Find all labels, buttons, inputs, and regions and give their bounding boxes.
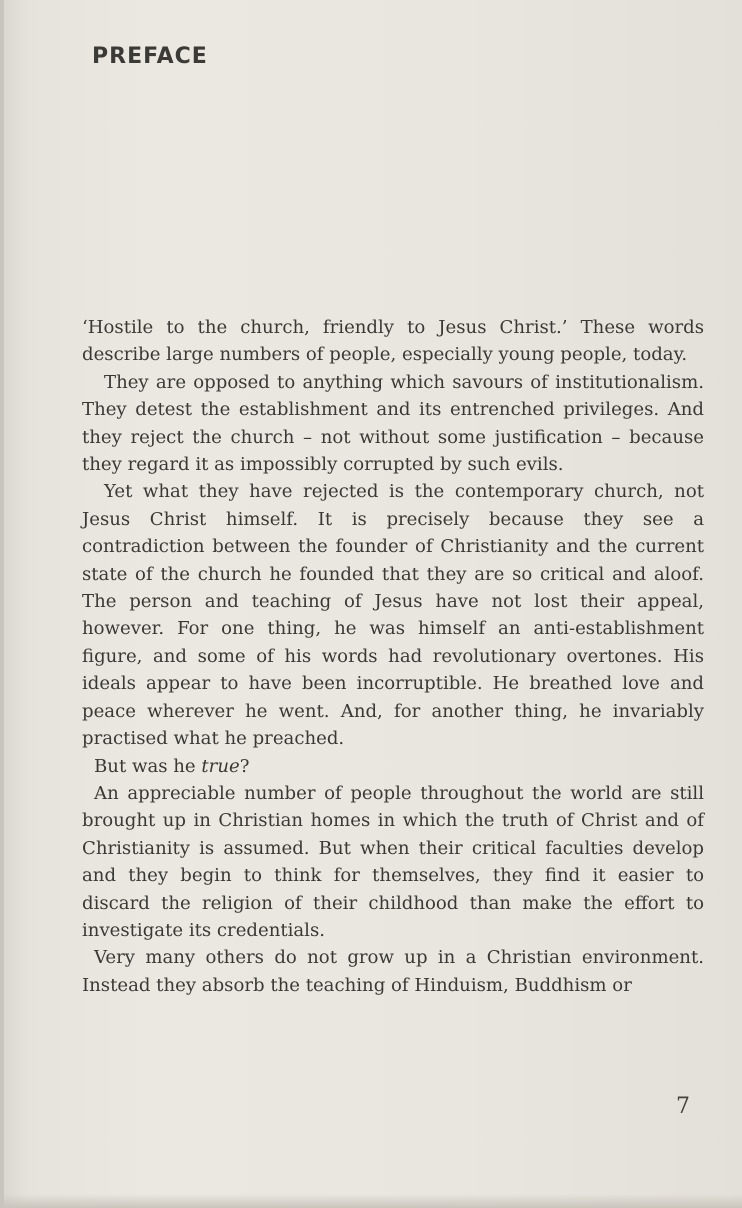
question-emphasis: true xyxy=(201,755,240,777)
page-binding-edge xyxy=(0,0,4,1208)
question-text: But was he xyxy=(94,755,202,777)
paragraph-5: Very many others do not grow up in a Christian environment. Instead they absorb the teaching of Hinduism, Buddhism or xyxy=(82,947,704,996)
paragraph-1: ‘Hostile to the church, friendly to Jesus Christ.’ These words describe large numbers of people, especially young people, today. xyxy=(82,317,704,366)
paragraph-2: They are opposed to anything which savours of institutionalism. They detest the establishment and its entrenched privileges. And they reject the church – not without some justification – because they regard it as impossibly corrupted by such evils. xyxy=(82,371,704,476)
body-text xyxy=(82,314,704,999)
page-bottom-shadow xyxy=(0,1194,742,1208)
page-heading: PREFACE xyxy=(92,44,208,69)
question-mark: ? xyxy=(239,755,250,777)
paragraph-3: Yet what they have rejected is the contemporary church, not Jesus Christ himself. It is precisely because they see a contradiction between the founder of Christianity and the current state of the church he founded that they are so critical and aloof. The person and teaching of Jesus have not lost their appeal, however. For one thing, he was himself an anti-establishment figure, and some of his words had revolutionary overtones. His ideals appear to have been incorruptible. He breathed love and peace wherever he went. And, for another thing, he invariably practised what he preached. xyxy=(82,481,704,750)
paragraph-4: An appreciable number of people throughout the world are still brought up in Christian homes in which the truth of Christ and of Christianity is assumed. But when their critical faculties develop and they begin to think for themselves, they find it easier to discard the religion of their childhood than make the effort to investigate its credentials. xyxy=(82,782,704,941)
page-number: 7 xyxy=(676,1094,690,1119)
question-line xyxy=(82,753,704,780)
